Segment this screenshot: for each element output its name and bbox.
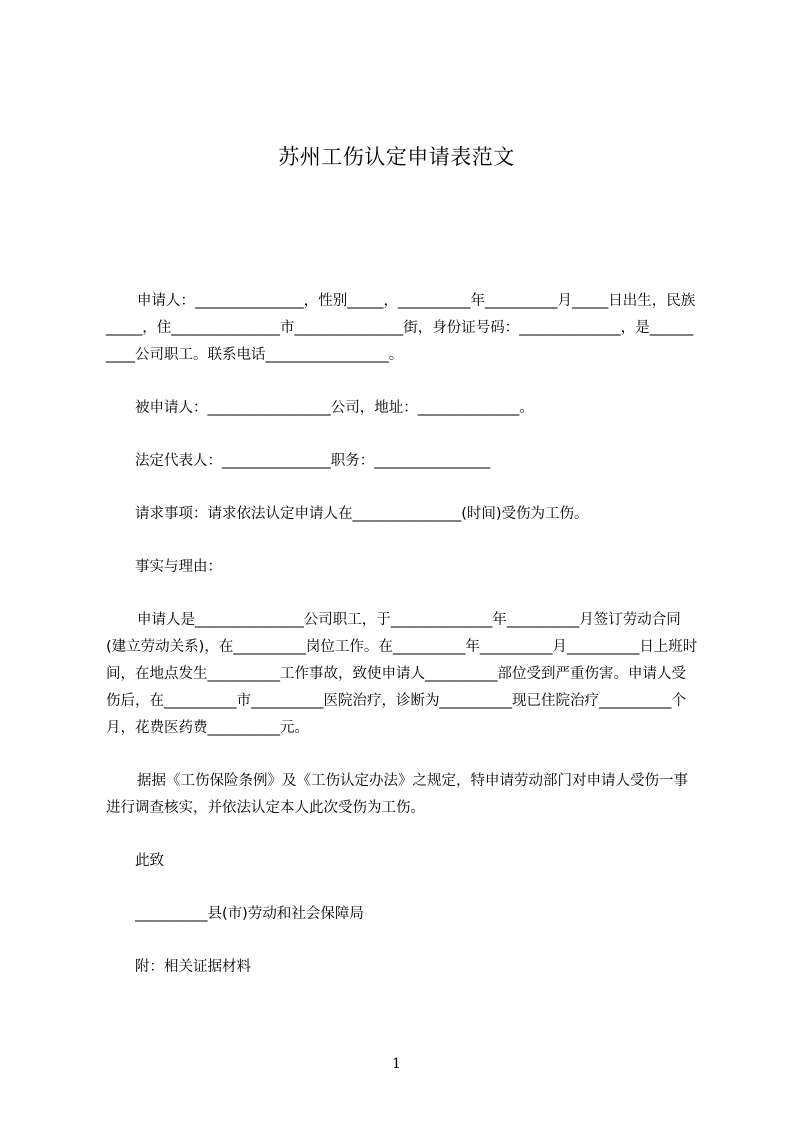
recipient-line: __________县(市)劳动和社会保障局 <box>135 906 364 922</box>
spacer <box>106 742 699 768</box>
spacer <box>106 581 699 607</box>
spacer <box>106 528 699 554</box>
legal-representative-paragraph: 法定代表人：_______________职务：________________ <box>135 453 491 469</box>
salutation: 此致 <box>135 853 164 869</box>
page-number: 1 <box>392 1056 401 1072</box>
document-title: 苏州工伤认定申请表范文 <box>278 145 515 169</box>
spacer <box>106 369 699 395</box>
legal-basis-paragraph: 据据《工伤保险条例》及《工伤认定办法》之规定，特申请劳动部门对申请人受伤一事进行调查核实，并依法认定本人此次受伤为工伤。 <box>106 773 688 816</box>
spacer <box>106 422 699 448</box>
spacer <box>106 475 699 501</box>
request-paragraph: 请求事项：请求依法认定申请人在_______________(时间)受伤为工伤。 <box>135 506 589 522</box>
facts-body-paragraph: 申请人是_______________公司职工，于______________年__________月签订劳动合同(建立劳动关系)，在__________岗位工作。在__________年__________月__________日上班时间，在地点发生__________工作事故，致使申请人__________部位受到严重伤害。申请人受伤后，在__________市__________医院治疗，诊断为__________现已住院治疗__________个月，花费医药费__________元。 <box>106 612 698 736</box>
spacer <box>106 928 699 954</box>
document-body <box>106 288 699 981</box>
spacer <box>106 875 699 901</box>
respondent-paragraph: 被申请人：_________________公司，地址：______________。 <box>135 400 534 416</box>
facts-heading: 事实与理由： <box>135 559 222 575</box>
attachment-line: 附：相关证据材料 <box>135 959 251 975</box>
applicant-info-paragraph: 申请人：_______________，性别_____，__________年__________月_____日出生，民族_____，住_______________市_______________街，身份证号码：______________，是__________公司职工。联系电话_________________。 <box>106 293 696 363</box>
spacer <box>106 822 699 848</box>
